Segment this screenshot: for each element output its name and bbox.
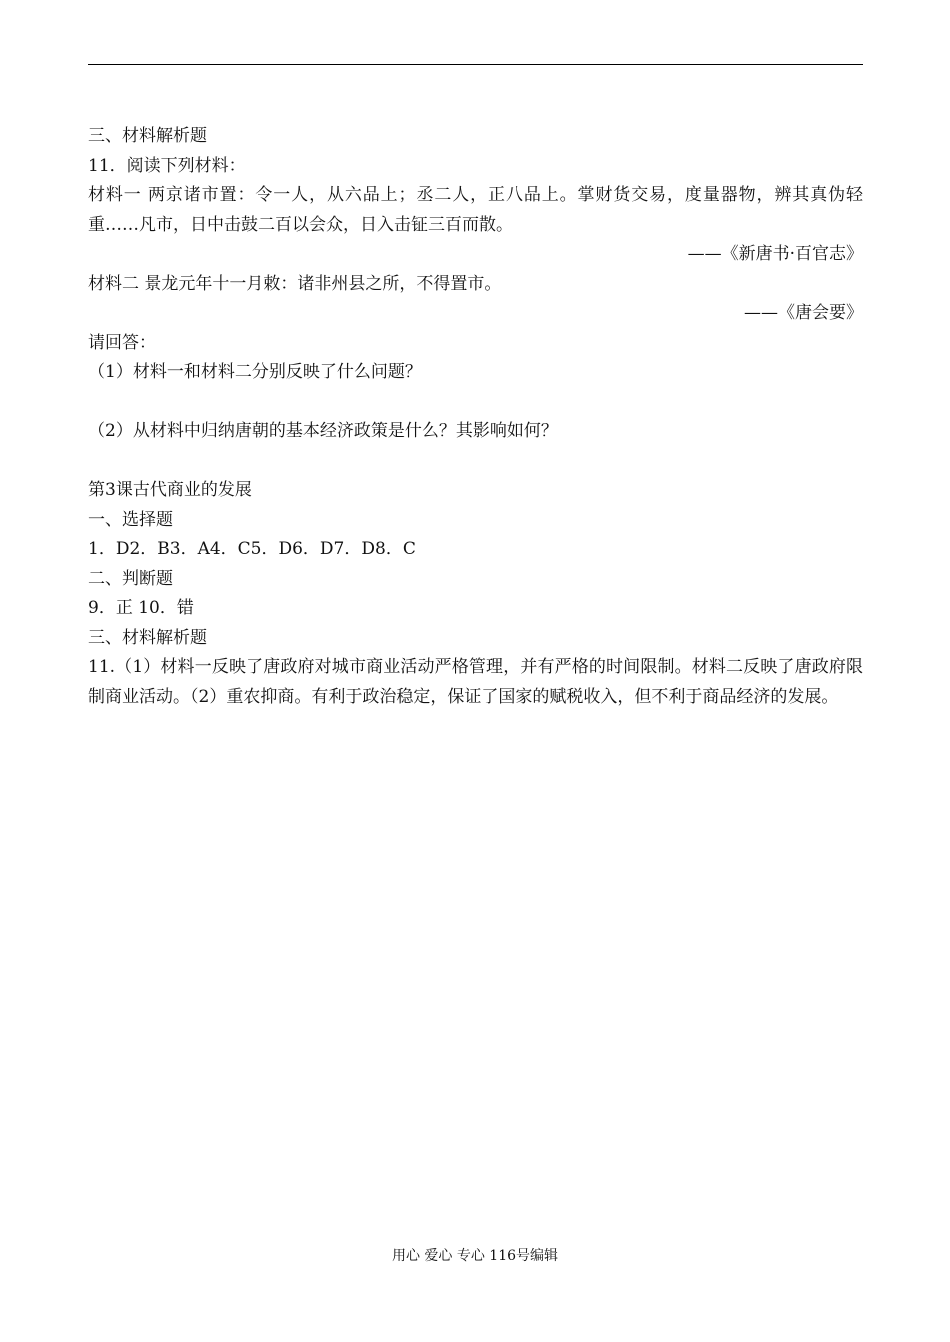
answer-key-section-material-heading: 三、材料解析题 <box>88 627 207 648</box>
material-two-source: ——《唐会要》 <box>744 303 863 323</box>
document-body <box>88 122 863 712</box>
answer-key-lesson-title: 第3课古代商业的发展 <box>88 480 252 500</box>
answer-space-1 <box>88 388 863 418</box>
answer-key-section-judge-heading: 二、判断题 <box>88 568 173 589</box>
answer-key-judge-answers: 9．正 10．错 <box>88 598 194 618</box>
answer-key-section-choice-heading: 一、选择题 <box>88 509 173 530</box>
material-two-text: 材料二 景龙元年十一月敕：诸非州县之所，不得置市。 <box>88 273 502 294</box>
header-rule <box>88 64 863 65</box>
material-one-source: ——《新唐书·百官志》 <box>687 244 863 264</box>
sub-question-2: （2）从材料中归纳唐朝的基本经济政策是什么？其影响如何？ <box>88 421 558 441</box>
material-one-text: 材料一 两京诸市置：令一人，从六品上；丞二人，正八品上。掌财货交易，度量器物，辨其真伪轻重……凡市，日中击鼓二百以会众，日入击钲三百而散。 <box>88 185 863 235</box>
answer-prompt: 请回答： <box>88 332 156 353</box>
sub-question-1: （1）材料一和材料二分别反映了什么问题？ <box>88 362 422 382</box>
section-heading-material-analysis: 三、材料解析题 <box>88 126 207 146</box>
answer-space-2 <box>88 447 863 477</box>
page-footer: 用心 爱心 专心 116号编辑 <box>391 1248 559 1264</box>
question-11-stem: 11．阅读下列材料： <box>88 155 246 176</box>
answer-key-choice-answers: 1．D2．B3．A4．C5．D6．D7．D8．C <box>88 539 416 559</box>
answer-key-material-answer: 11.（1）材料一反映了唐政府对城市商业活动严格管理，并有严格的时间限制。材料二反映了唐政府限制商业活动。（2）重农抑商。有利于政治稳定，保证了国家的赋税收入，但不利于商品经济的发展。 <box>88 657 863 707</box>
